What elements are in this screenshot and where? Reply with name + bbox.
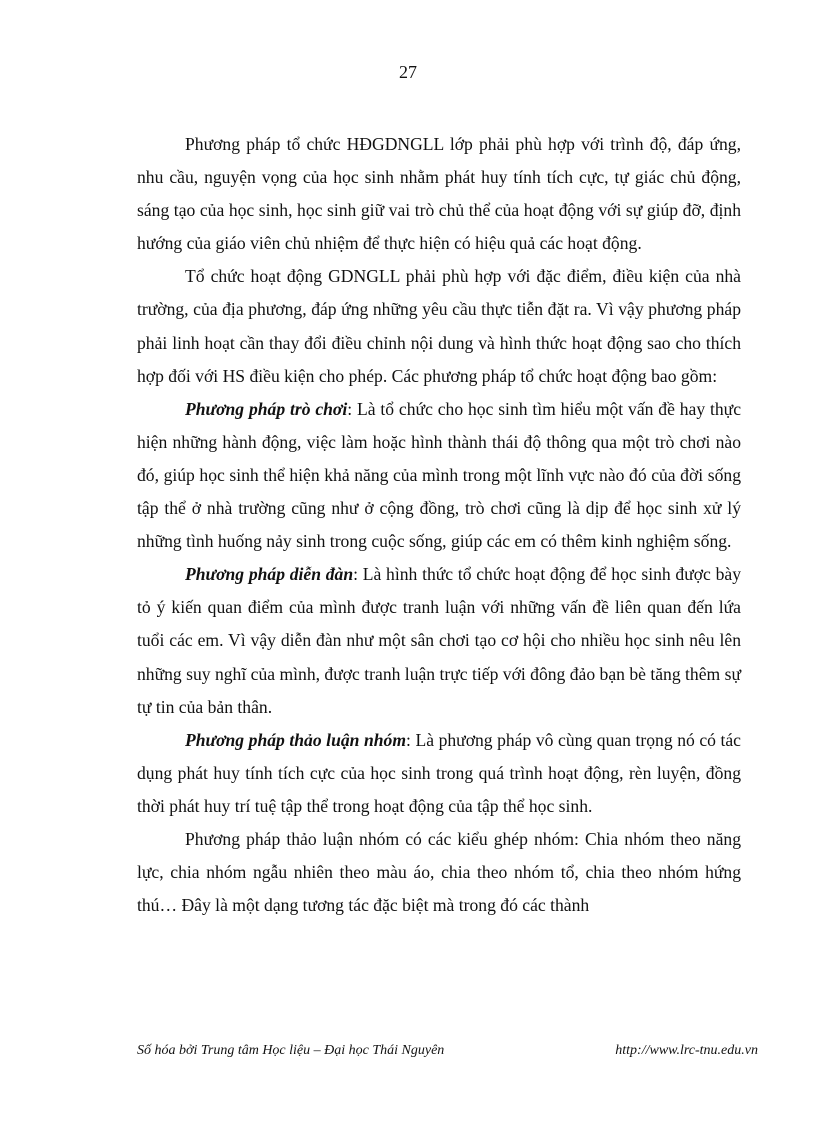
paragraph-text: : Là phương pháp vô cùng quan trọng nó có tác dụng phát huy tính tích cực của học sinh trong quá trình hoạt động, rèn luyện, đồng thời phát huy trí tuệ tập thể trong hoạt động của tập thể học sinh. [137,729,741,816]
paragraph-text: Tổ chức hoạt động GDNGLL phải phù hợp với đặc điểm, điều kiện của nhà trường, của địa phương, đáp ứng những yêu cầu thực tiễn đặt ra. Vì vậy phương pháp phải linh hoạt cần thay đổi điều chỉnh nội dung và hình thức hoạt động sao cho thích hợp đối với HS điều kiện cho phép. Các phương pháp tổ chức hoạt động bao gồm: [137,266,741,386]
paragraph-6 [137,823,741,922]
method-term: Phương pháp trò chơi [185,398,348,419]
method-term: Phương pháp thảo luận nhóm [185,729,407,750]
paragraph-forum-method [137,558,741,723]
body-text [137,128,741,922]
footer-url: http://www.lrc-tnu.edu.vn [615,1043,758,1058]
paragraph-text: Phương pháp tổ chức HĐGDNGLL lớp phải phù hợp với trình độ, đáp ứng, nhu cầu, nguyện vọng của học sinh nhằm phát huy tính tích cực, tự giác chủ động, sáng tạo của học sinh, học sinh giữ vai trò chủ thể của hoạt động với sự giúp đỡ, định hướng của giáo viên chủ nhiệm để thực hiện có hiệu quả các hoạt động. [137,134,741,254]
paragraph-text: : Là hình thức tổ chức hoạt động để học sinh được bày tỏ ý kiến quan điểm của mình được tranh luận với những vấn đề liên quan đến lứa tuổi các em. Vì vậy diễn đàn như một sân chơi tạo cơ hội cho nhiều học sinh nêu lên những suy nghĩ của mình, được tranh luận trực tiếp với đông đảo bạn bè tăng thêm sự tự tin của bản thân. [137,564,741,717]
page-number: 27 [399,62,417,82]
paragraph-2 [137,260,741,392]
paragraph-group-discussion-method [137,724,741,823]
footer-source: Số hóa bởi Trung tâm Học liệu – Đại học Thái Nguyên [137,1043,445,1058]
paragraph-game-method [137,393,741,558]
paragraph-1 [137,128,741,260]
paragraph-text: : Là tổ chức cho học sinh tìm hiểu một vấn đề hay thực hiện những hành động, việc làm hoặc hình thành thái độ thông qua một trò chơi nào đó, giúp học sinh thể hiện khả năng của mình trong một lĩnh vực nào đó của đời sống tập thể ở nhà trường cũng như ở cộng đồng, trò chơi cũng là dịp để học sinh xử lý những tình huống nảy sinh trong cuộc sống, giúp các em có thêm kinh nghiệm sống. [137,398,741,552]
paragraph-text: Phương pháp thảo luận nhóm có các kiểu ghép nhóm: Chia nhóm theo năng lực, chia nhóm ngẫu nhiên theo màu áo, chia theo nhóm tổ, chia theo nhóm hứng thú… Đây là một dạng tương tác đặc biệt mà trong đó các thành [137,828,741,916]
method-term: Phương pháp diễn đàn [185,564,354,585]
